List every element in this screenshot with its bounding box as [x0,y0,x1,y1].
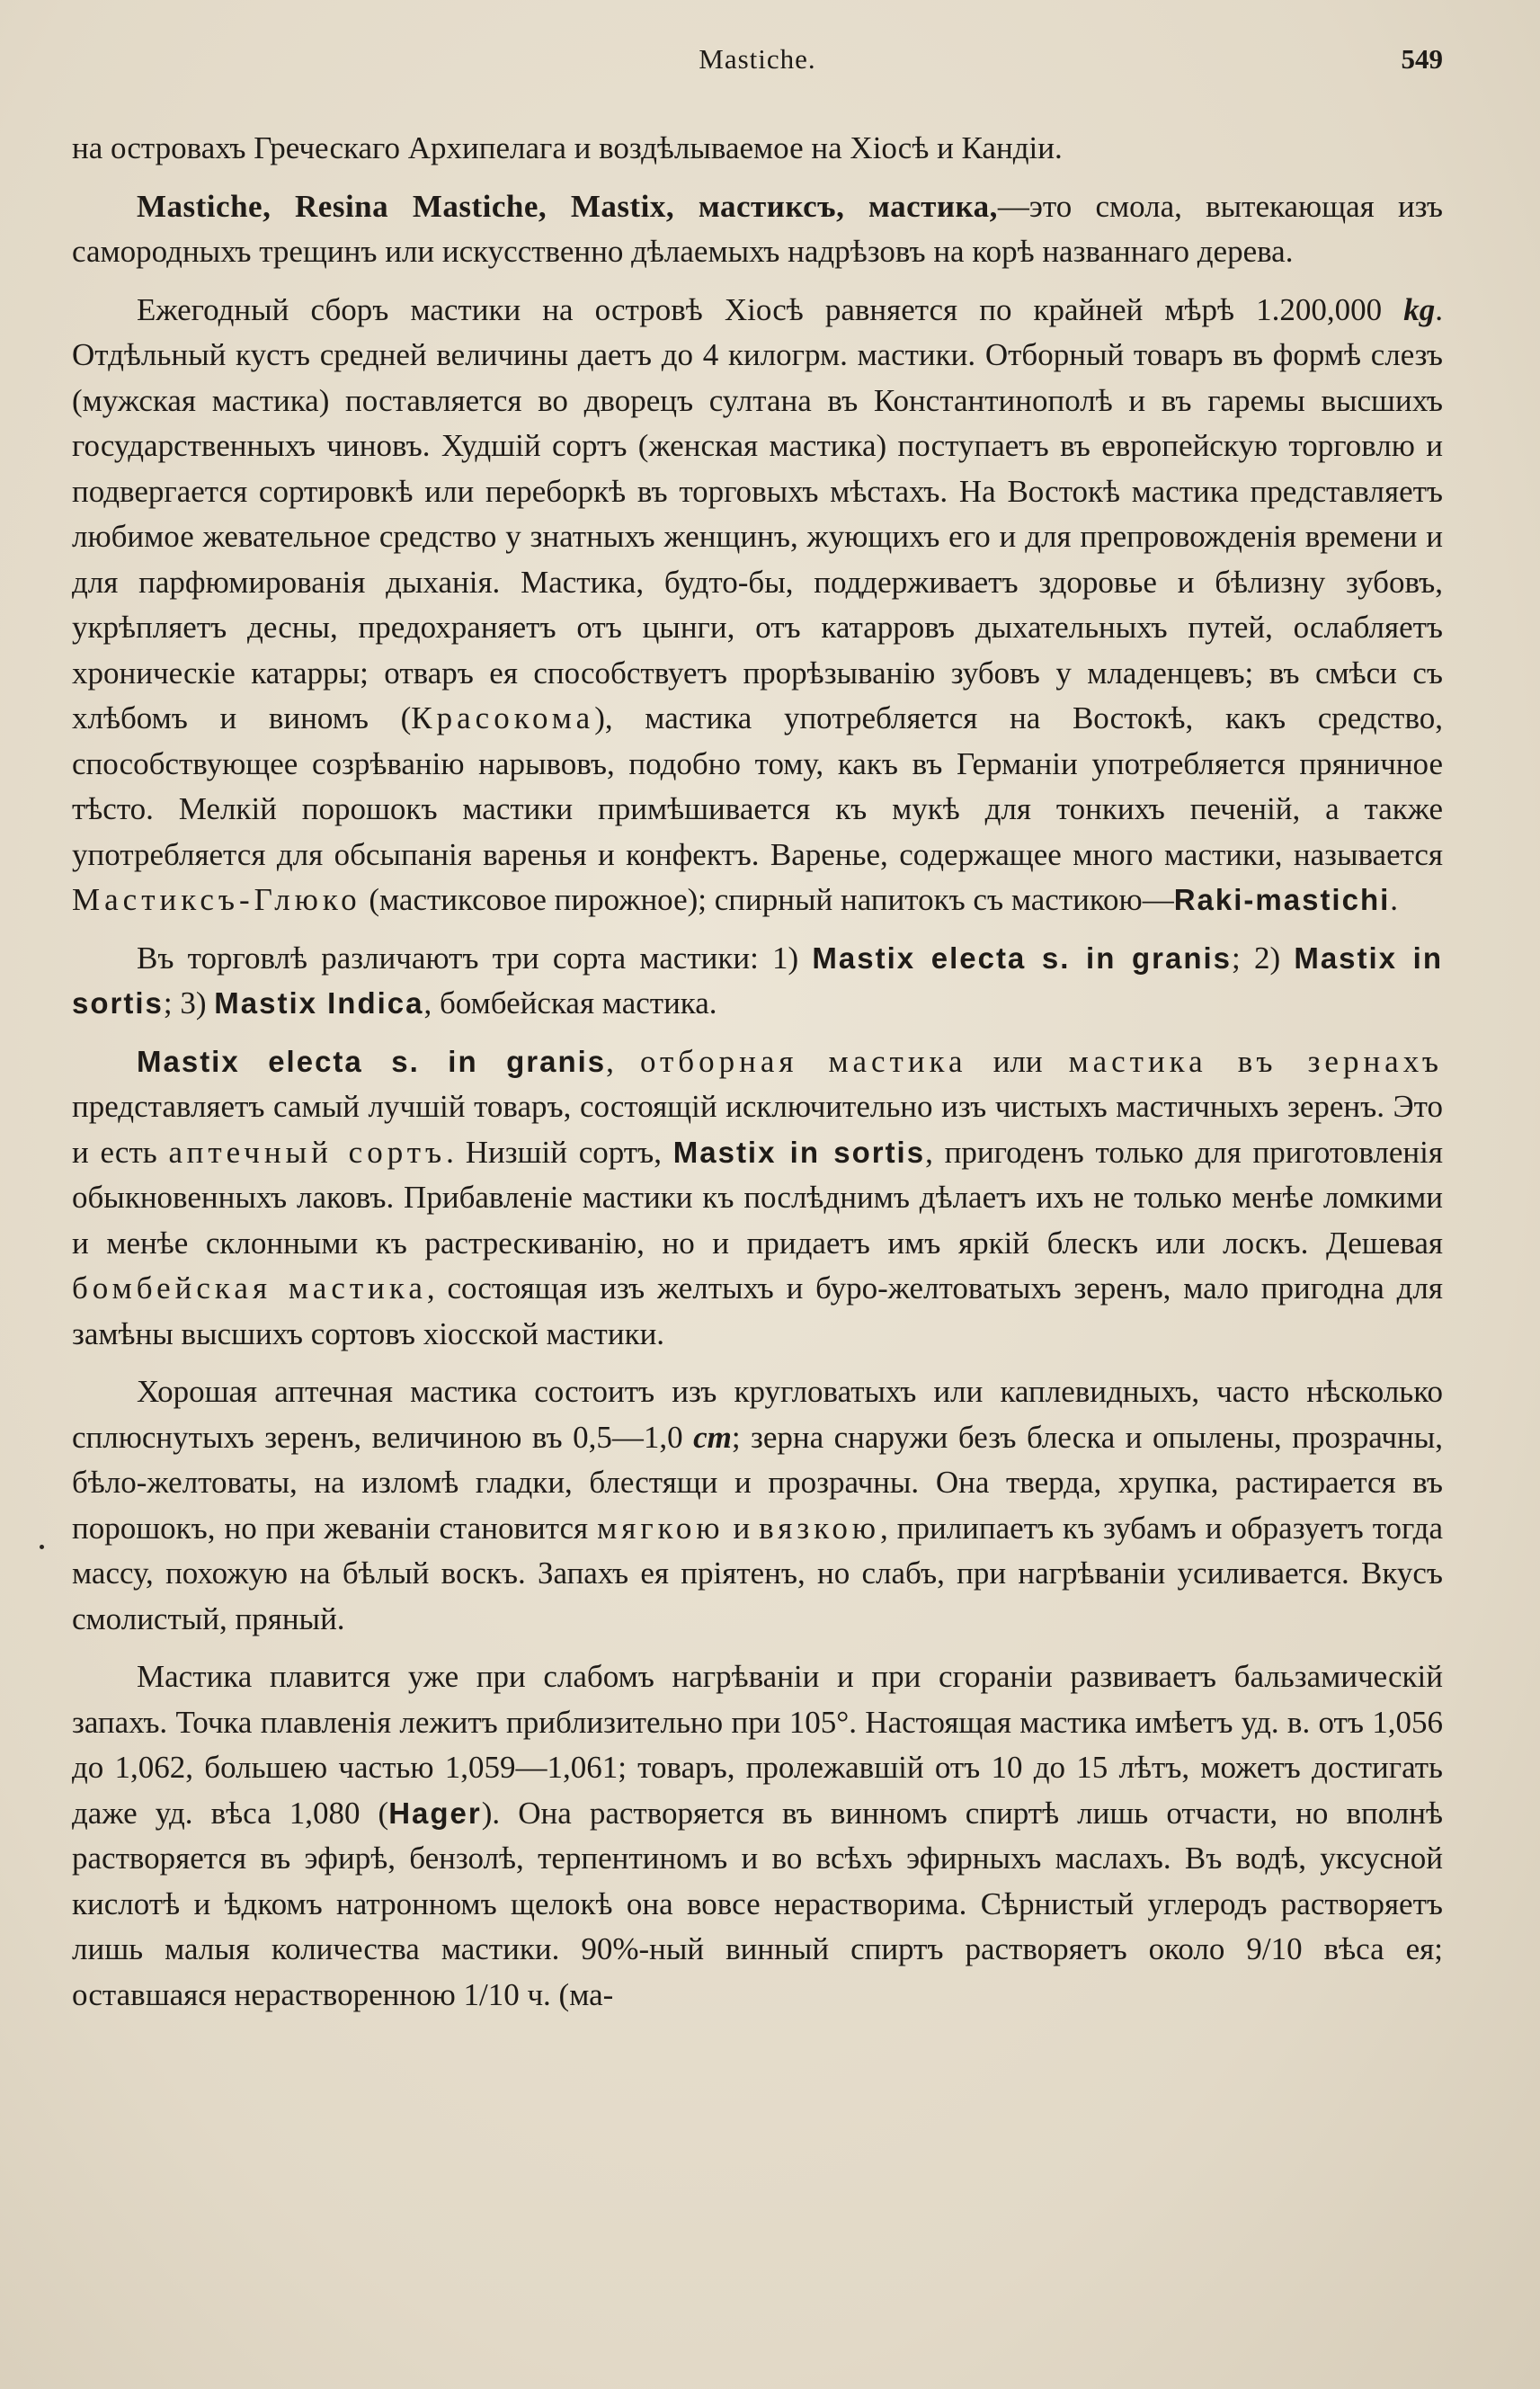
text-run-spaced: вязкою [759,1510,881,1546]
paragraph-harvest-and-uses [72,288,1443,923]
text-run-latin: Mastix Indica [214,986,424,1020]
text-run: на островахъ Греческаго Архипелага и воздѣлываемое на Хіосѣ и Кандіи. [72,130,1063,165]
text-run-latin: Raki-mastichi [1173,883,1391,916]
text-run-spaced: бомбейская мастика [72,1270,427,1306]
text-run: представляетъ самый лучшій товаръ, состоящій исключительно изъ чистыхъ мастичныхъ зеренъ. Это и есть [72,1089,1443,1170]
text-run: , прилипаетъ къ зубамъ и образуетъ тогда массу, похожую на бѣлый воскъ. Запахъ ея пріятенъ, но слабъ, при нагрѣваніи усиливается. Вкусъ смолистый, пряный. [72,1510,1443,1636]
text-run: Въ торговлѣ различаютъ три сорта мастики: 1) [137,940,813,976]
text-run-unit: kg [1403,291,1436,327]
text-run-spaced: аптечный сортъ [168,1134,447,1170]
text-run-spaced: отборная мастика [639,1043,967,1079]
text-run: . [1390,882,1399,917]
text-run: ; зерна снаружи безъ блеска и опылены, прозрачны, бѣло-желтоваты, на изломѣ гладки, блестящи и прозрачны. Она тверда, хрупка, растирается въ порошокъ, но при жеваніи становится [72,1419,1443,1546]
paragraph-trade-grades [72,936,1443,1027]
text-run-latin: Mastix in sortis [72,940,1443,1020]
text-run-latin: Mastix electa s. in granis [137,1044,607,1078]
paragraph-continuation [72,126,1443,172]
text-run-latin: Mastix in sortis [672,1135,926,1169]
text-run: или [966,1043,1069,1079]
text-run: ; 3) [163,985,215,1021]
text-run: ; 2) [1232,940,1295,976]
body-text [72,126,1443,2018]
text-run-spaced: Мастиксъ-Глюко [72,882,361,917]
text-run-head-term: Mastiche, Resina Mastiche, Mastix, мастиксъ, мастика, [137,188,998,224]
page-number: 549 [1401,43,1443,75]
text-run-spaced: мастика въ зернахъ [1068,1043,1443,1079]
text-run: (мастиксовое пирожное); спирный напитокъ съ мастикою— [361,882,1174,917]
text-run-latin: Hager [388,1796,482,1830]
paragraph-definition [72,184,1443,275]
text-run-unit: cm [693,1419,732,1455]
text-run: Мастика плавится уже при слабомъ нагрѣваніи и при сгораніи развиваетъ бальзамическій запахъ. Точка плавленія лежитъ приблизительно при 105°. Настоящая мастика имѣетъ уд. в. отъ 1,056 до 1,062, большею частью 1,059—1,061; товаръ, пролежавшій отъ 10 до 15 лѣтъ, можетъ достигать даже уд. вѣса 1,080 ( [72,1659,1443,1831]
text-run: —это смола, вытекающая изъ самородныхъ трещинъ или искусственно дѣлаемыхъ надрѣзовъ на корѣ названнаго дерева. [72,188,1444,269]
page-header [72,43,1443,97]
text-run-latin: Mastix electa s. in granis [812,940,1233,975]
text-run-spaced: Красокома [411,700,595,735]
text-run: . Низшій сортъ, [446,1134,673,1170]
text-run: , пригоденъ только для приготовленія обыкновенныхъ лаковъ. Прибавленіе мастики къ послѣднимъ дѣлаетъ ихъ не только менѣе ломкими и менѣе склонными къ растрескиванію, но и придаетъ имъ яркій блескъ или лоскъ. Дешевая [72,1134,1443,1261]
text-run: Ежегодный сборъ мастики на островѣ Хіосѣ равняется по крайней мѣрѣ 1.200,000 [137,291,1404,327]
text-run: Хорошая аптечная мастика состоитъ изъ кругловатыхъ или каплевидныхъ, часто нѣсколько сплюснутыхъ зеренъ, величиною въ 0,5—1,0 [72,1374,1443,1455]
paragraph-physical-properties [72,1654,1443,2018]
paragraph-grade-descriptions [72,1039,1443,1358]
text-run: ). Она растворяется въ винномъ спиртѣ лишь отчасти, но вполнѣ растворяется въ эфирѣ, бензолѣ, терпентиномъ и во всѣхъ эфирныхъ маслахъ. Въ водѣ, уксусной кислотѣ и ѣдкомъ натронномъ щелокѣ она вовсе нерастворима. Сѣрнистый углеродъ растворяетъ лишь малыя количества мастики. 90%-ный винный спиртъ растворяетъ около 9/10 вѣса ея; оставшаяся нерастворенною 1/10 ч. (ма- [72,1795,1443,2012]
text-run: . Отдѣльный кустъ средней величины даетъ до 4 килогрм. мастики. Отборный товаръ въ формѣ слезъ (мужская мастика) поставляется во дворецъ султана въ Константинополѣ и въ гаремы высшихъ государственныхъ чиновъ. Худшій сортъ (женская мастика) поступаетъ въ европейскую торговлю и подвергается сортировкѣ или переборкѣ въ торговыхъ мѣстахъ. На Востокѣ мастика представляетъ любимое жевательное средство у знатныхъ женщинъ, жующихъ его и для препровожденія времени и для парфюмированія дыханія. Мастика, будто-бы, поддерживаетъ здоровье и бѣлизну зубовъ, укрѣпляетъ десны, предохраняетъ отъ цынги, отъ катарровъ дыхательныхъ путей, ослабляетъ хроническіе катарры; отваръ ея способствуетъ прорѣзыванію зубовъ у младенцевъ; въ смѣси съ хлѣбомъ и виномъ ( [72,291,1443,735]
text-run: ), мастика употребляется на Востокѣ, какъ средство, способствующее созрѣванію нарывовъ, подобно тому, какъ въ Германіи употребляется пряничное тѣсто. Мелкій порошокъ мастики примѣшивается къ мукѣ для тонкихъ печеній, а также употребляется для обсыпанія варенья и конфектъ. Варенье, содержащее много мастики, называется [72,700,1444,872]
running-head: Mastiche. [699,43,816,75]
text-run: , [606,1043,640,1079]
text-run: , состоящая изъ желтыхъ и буро-желтоватыхъ зеренъ, мало пригодна для замѣны высшихъ сортовъ хіосской мастики. [72,1270,1443,1351]
ink-speck [40,1545,44,1549]
text-run-spaced: мягкою [597,1510,725,1546]
text-run: , бомбейская мастика. [423,985,717,1021]
paragraph-pharmacy-mastic [72,1369,1443,1642]
text-run: и [724,1510,760,1546]
